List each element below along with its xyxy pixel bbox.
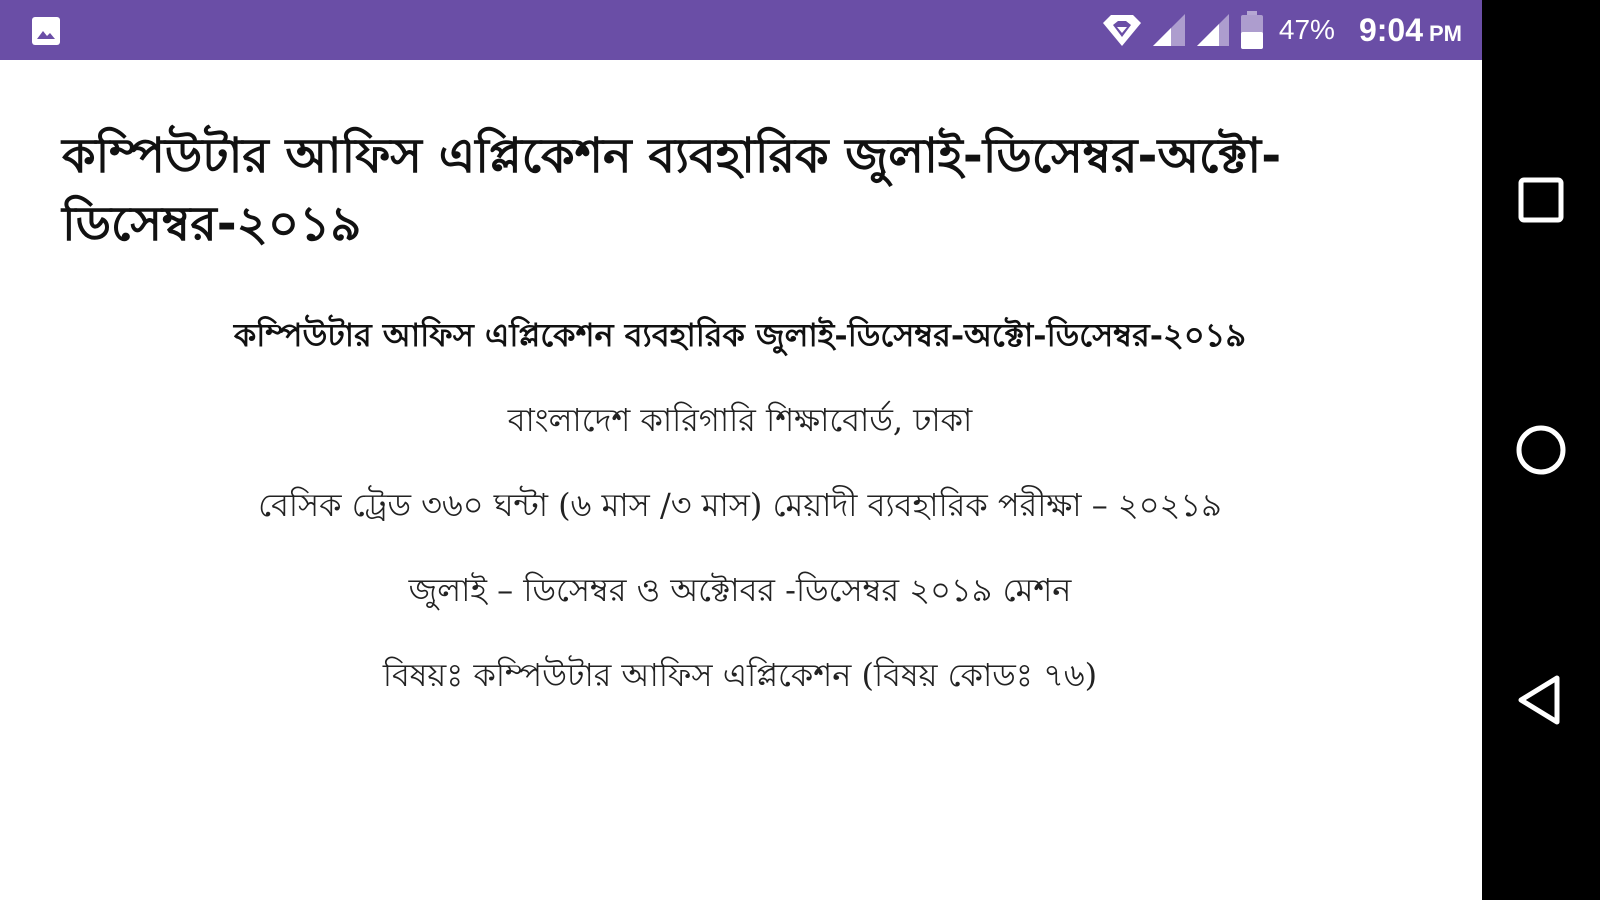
triangle-back-icon[interactable]: [1511, 670, 1571, 730]
circle-home-icon[interactable]: [1511, 420, 1571, 480]
status-bar: [0, 0, 1482, 60]
article-body: [120, 310, 1360, 735]
status-icons: [1101, 0, 1462, 60]
article-line-trade: বেসিক ট্রেড ৩৬০ ঘন্টা (৬ মাস /৩ মাস) মেয়াদী ব্যবহারিক পরীক্ষা – ২০২১৯: [258, 486, 1222, 524]
signal-icon-sim2: [1195, 13, 1231, 47]
signal-icon-sim1: [1151, 13, 1187, 47]
gallery-icon: [30, 15, 62, 47]
article-line-subject: বিষয়ঃ কম্পিউটার আফিস এপ্লিকেশন (বিষয় কোডঃ ৭৬): [382, 656, 1098, 694]
clock-time: 9:04: [1358, 11, 1423, 48]
article-line-board: বাংলাদেশ কারিগারি শিক্ষাবোর্ড, ঢাকা: [507, 401, 973, 439]
wifi-icon: [1101, 13, 1143, 47]
navigation-bar: [1482, 0, 1600, 900]
clock-ampm: PM: [1429, 20, 1462, 46]
battery-percent: 47%: [1278, 14, 1335, 45]
article-content[interactable]: [0, 60, 1482, 900]
square-recents-icon[interactable]: [1511, 170, 1571, 230]
article-line-heading: কম্পিউটার আফিস এপ্লিকেশন ব্যবহারিক জুলাই-ডিসেম্বর-অক্টো-ডিসেম্বর-২০১৯: [233, 316, 1247, 354]
article-title: কম্পিউটার আফিস এপ্লিকেশন ব্যবহারিক জুলাই-ডিসেম্বর-অক্টো-ডিসেম্বর-২০১৯: [62, 128, 1282, 252]
status-clock: [1359, 12, 1462, 49]
article-line-session: জুলাই – ডিসেম্বর ও অক্টোবর -ডিসেম্বর ২০১৯ মেশন: [408, 571, 1072, 609]
battery-icon: [1239, 10, 1265, 50]
